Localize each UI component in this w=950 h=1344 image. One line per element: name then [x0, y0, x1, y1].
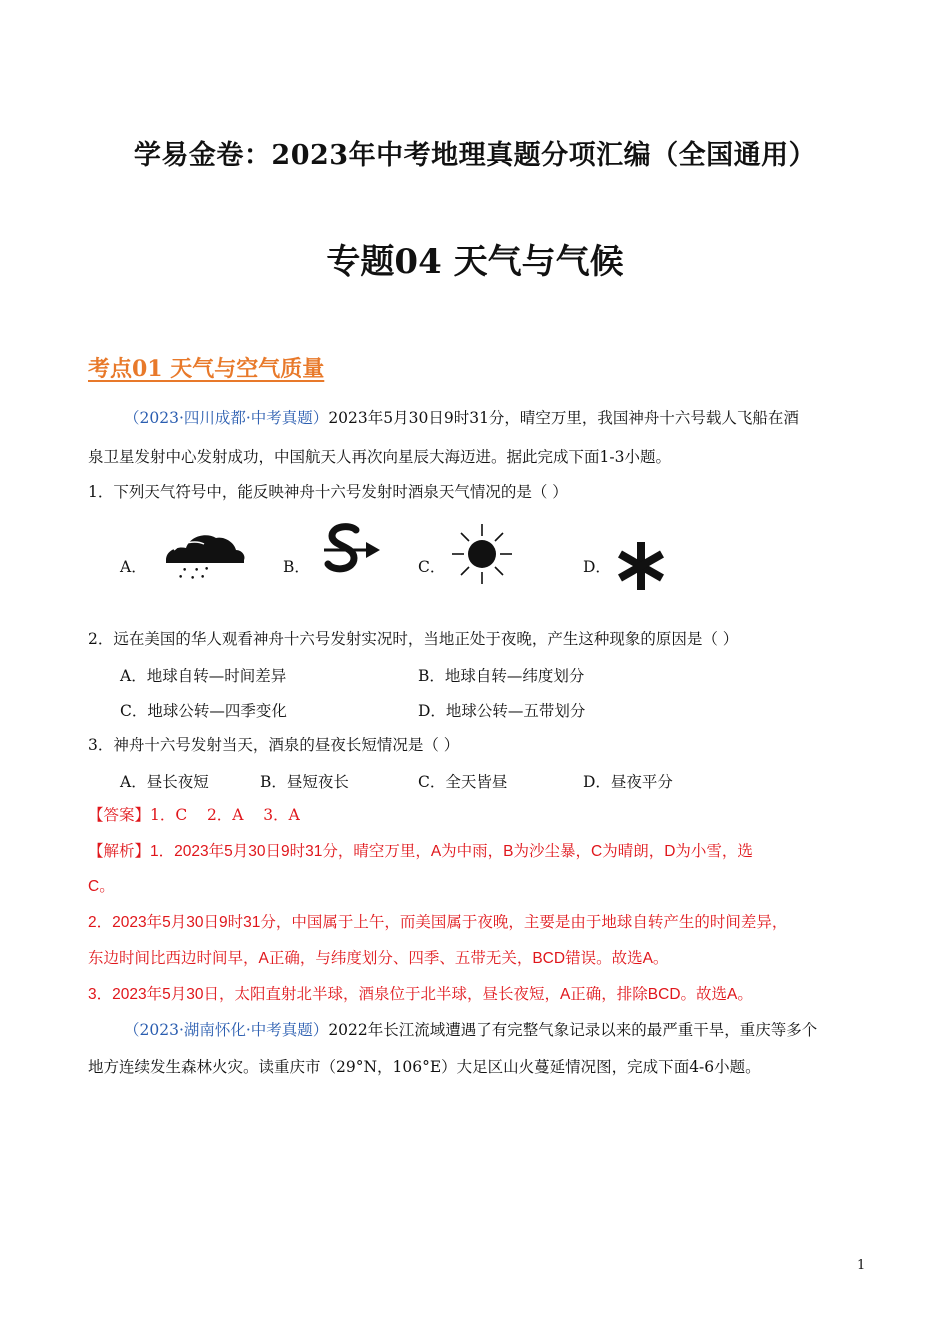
- q2-option-b: B．地球自转—纬度划分: [418, 667, 585, 685]
- passage2-line2: 地方连续发生森林火灾。读重庆市（29°N，106°E）大足区山火蔓延情况图，完成下面4-6小题。: [88, 1058, 761, 1076]
- answer-line: [88, 805, 300, 825]
- passage1-line2: 泉卫星发射中心发射成功，中国航天人再次向星辰大海迈进。据此完成下面1-3小题。: [88, 448, 671, 466]
- document-title: 学易金卷：2023年中考地理真题分项汇编（全国通用）: [133, 140, 817, 171]
- q1-option-a-label: A．: [120, 558, 147, 576]
- question-2-stem: 2．远在美国的华人观看神舟十六号发射实况时，当地正处于夜晚，产生这种现象的原因是（ ）: [88, 630, 739, 648]
- analysis-line1: 【解析】1．2023年5月30日9时31分，晴空万里，A为中雨，B为沙尘暴，C为晴朗，D为小雪，选: [88, 842, 753, 860]
- svg-text:•: •: [194, 566, 200, 576]
- q3-option-c: C．全天皆昼: [418, 773, 508, 791]
- q3-option-b: B．昼短夜长: [260, 773, 349, 791]
- analysis-line4: 东边时间比西边时间早，A正确，与纬度划分、四季、五带无关，BCD错误。故选A。: [88, 950, 669, 967]
- svg-text:•: •: [200, 573, 206, 582]
- question-3-stem: 3．神舟十六号发射当天，酒泉的昼夜长短情况是（ ）: [88, 736, 460, 754]
- svg-text:•: •: [178, 573, 184, 582]
- analysis-line3: 2．2023年5月30日9时31分，中国属于上午，而美国属于夜晚，主要是由于地球自转产生的时间差异，: [88, 914, 788, 931]
- q2-option-a: A．地球自转—时间差异: [120, 667, 287, 685]
- snow-icon: [614, 540, 668, 596]
- sandstorm-icon: [320, 522, 384, 582]
- rain-cloud-icon: [160, 528, 248, 586]
- q2-option-c: C．地球公转—四季变化: [120, 702, 287, 720]
- passage1-line1: （2023·四川成都·中考真题）2023年5月30日9时31分，晴空万里，我国神舟十六号载人飞船在酒: [124, 409, 799, 427]
- passage2-source: （2023·湖南怀化·中考真题）: [124, 1021, 329, 1039]
- svg-text:•: •: [182, 566, 188, 576]
- topic-title: 专题04 天气与气候: [326, 242, 624, 282]
- q3-option-d: D．昼夜平分: [583, 773, 673, 791]
- q1-option-d-label: D．: [583, 558, 611, 576]
- q2-option-d: D．地球公转—五带划分: [418, 702, 586, 720]
- section-heading: 考点01 天气与空气质量: [88, 356, 325, 382]
- page-number: 1: [857, 1258, 866, 1273]
- passage2-line1: （2023·湖南怀化·中考真题）2022年长江流域遭遇了有完整气象记录以来的最严重干旱，重庆等多个: [124, 1021, 818, 1039]
- passage1-source: （2023·四川成都·中考真题）: [124, 409, 329, 427]
- analysis-line2: C。: [88, 878, 115, 895]
- answer-tag: 【答案】: [88, 806, 151, 824]
- q1-option-c-label: C．: [418, 558, 446, 576]
- svg-text:•: •: [190, 574, 196, 582]
- q1-option-b-label: B．: [283, 558, 310, 576]
- analysis-tag: 【解析】: [88, 842, 151, 860]
- q3-option-a: A．昼长夜短: [120, 773, 209, 791]
- answer-text: 1．C 2．A 3．A: [150, 806, 300, 824]
- sunny-icon: [450, 522, 514, 590]
- question-1-stem: 1．下列天气符号中，能反映神舟十六号发射时酒泉天气情况的是（ ）: [88, 483, 568, 501]
- svg-text:•: •: [204, 565, 210, 575]
- analysis-line5: 3．2023年5月30日，太阳直射北半球，酒泉位于北半球，昼长夜短，A正确，排除BCD。故选A。: [88, 986, 753, 1003]
